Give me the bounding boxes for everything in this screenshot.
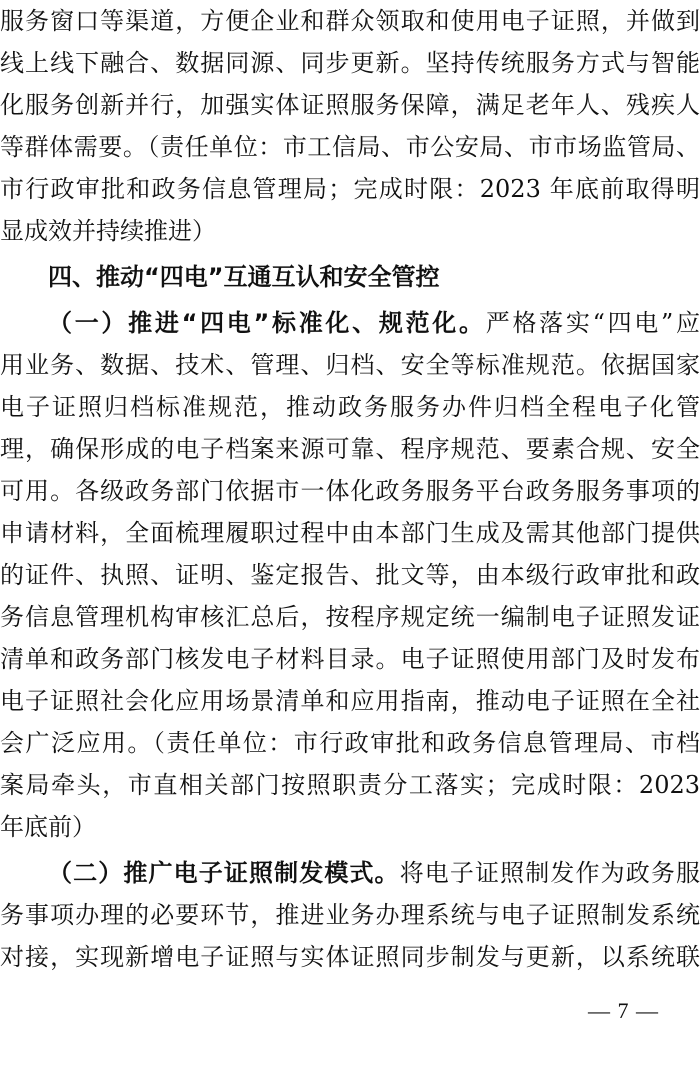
- text-line: 的证件、执照、证明、鉴定报告、批文等，由本级行政审批和政: [0, 561, 700, 589]
- text-line: 清单和政务部门核发电子材料目录。电子证照使用部门及时发布: [0, 645, 700, 673]
- text-line: 年底前）: [0, 813, 96, 841]
- text-line: 电子证照社会化应用场景清单和应用指南，推动电子证照在全社: [0, 687, 700, 715]
- text-line: 服务窗口等渠道，方便企业和群众领取和使用电子证照，并做到: [0, 7, 700, 35]
- text-line: 会广泛应用。（责任单位：市行政审批和政务信息管理局、市档: [0, 729, 700, 757]
- text-line: 务信息管理机构审核汇总后，按程序规定统一编制电子证照发证: [0, 603, 700, 631]
- paragraph-first-line: （一）推进“四电”标准化、规范化。严格落实“四电”应: [48, 309, 700, 337]
- section-heading: 四、推动“四电”互通互认和安全管控: [48, 263, 440, 291]
- text-line: 显成效并持续推进）: [0, 217, 216, 245]
- text-line: 案局牵头，市直相关部门按照职责分工落实；完成时限：2023: [0, 771, 700, 799]
- text-line: 可用。各级政务部门依据市一体化政务服务平台政务服务事项的: [0, 477, 700, 505]
- text-line: 电子证照归档标准规范，推动政务服务办件归档全程电子化管: [0, 393, 700, 421]
- page-number: — 7 —: [588, 998, 659, 1023]
- text-line: 等群体需要。（责任单位：市工信局、市公安局、市市场监管局、: [0, 133, 700, 161]
- text-line: 市行政审批和政务信息管理局；完成时限：2023 年底前取得明: [0, 175, 700, 203]
- text-line: 用业务、数据、技术、管理、归档、安全等标准规范。依据国家: [0, 351, 700, 379]
- text-line: 申请材料，全面梳理履职过程中由本部门生成及需其他部门提供: [0, 519, 700, 547]
- text-line: 线上线下融合、数据同源、同步更新。坚持传统服务方式与智能: [0, 49, 700, 77]
- text-line: 对接，实现新增电子证照与实体证照同步制发与更新，以系统联: [0, 943, 700, 971]
- text-line: 务事项办理的必要环节，推进业务办理系统与电子证照制发系统: [0, 901, 700, 929]
- text-line: 理，确保形成的电子档案来源可靠、程序规范、要素合规、安全: [0, 435, 700, 463]
- paragraph-lead: （一）推进“四电”标准化、规范化。: [48, 309, 486, 337]
- text-line: 化服务创新并行，加强实体证照服务保障，满足老年人、残疾人: [0, 91, 700, 119]
- paragraph-first-line: （二）推广电子证照制发模式。将电子证照制发作为政务服: [48, 859, 700, 887]
- paragraph-lead: （二）推广电子证照制发模式。: [48, 859, 400, 887]
